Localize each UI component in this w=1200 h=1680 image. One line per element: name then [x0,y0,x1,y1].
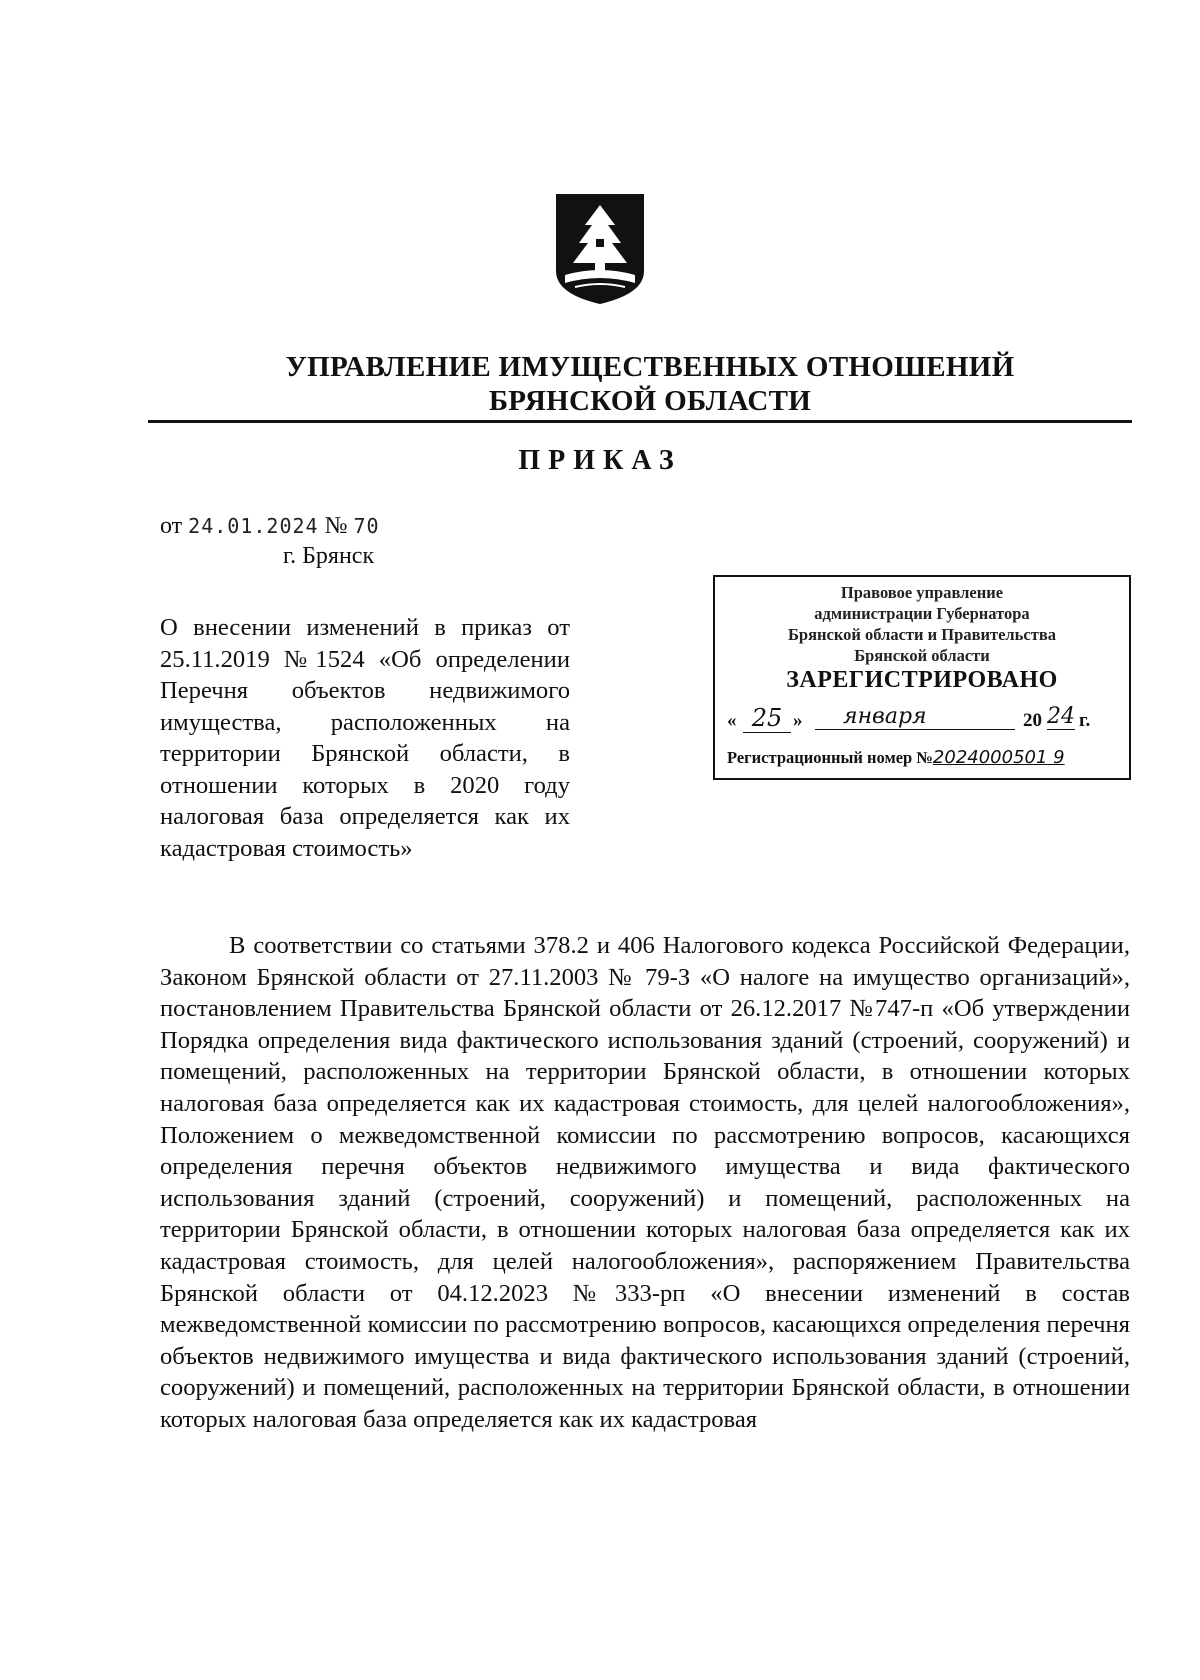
number-prefix: № [324,513,348,539]
order-date-line [160,513,380,540]
org-title-line2: БРЯНСКОЙ ОБЛАСТИ [488,385,812,417]
order-date: 24.01.2024 [188,514,319,538]
stamp-registered: ЗАРЕГИСТРИРОВАНО [786,667,1058,693]
stamp-day: 25 [743,704,791,733]
document-type: ПРИКАЗ [518,445,682,476]
registration-stamp [713,575,1131,780]
header-divider [148,420,1132,423]
order-number: 70 [353,514,380,538]
stamp-date [727,706,1123,734]
stamp-year-suffix: 24 [1047,704,1075,729]
order-city: г. Брянск [283,543,375,569]
stamp-year-unit: г. [1079,710,1091,731]
stamp-month: января [815,704,1015,730]
order-body-text: В соответствии со статьями 378.2 и 406 Налогового кодекса Российской Федерации, Законом Брянской области от 27.11.2003 № 79-З «О налоге на имущество организаций», постановлением Правительства Брянской области от 26.12.2017 №747-п «Об утверждении Порядка определения вида фактического использования зданий (строений, сооружений) и помещений, расположенных на территории Брянской области, в отношении которых налоговая база определяется как их кадастровая стоимость, для целей налогообложения», Положением о межведомственной комиссии по рассмотрению вопросов, касающихся определения перечня объектов недвижимого имущества и вида фактического использования зданий (строений, сооружений) и помещений, расположенных на территории Брянской области, в отношении которых налоговая база определяется как их кадастровая стоимость, для целей налогообложения», распоряжением Правительства Брянской области от 04.12.2023 №333-рп «О внесении изменений в состав межведомственной комиссии по рассмотрению вопросов, касающихся определения перечня объектов недвижимого имущества и вида фактического использования зданий (строений, сооружений) и помещений, расположенных на территории Брянской области, в отношении которых налоговая база определяется как их кадастровая [160,932,1130,1433]
org-title-line1: УПРАВЛЕНИЕ ИМУЩЕСТВЕННЫХ ОТНОШЕНИЙ [285,351,1015,383]
stamp-line2: администрации Губернатора [814,604,1030,623]
date-prefix: от [160,513,183,539]
stamp-year-prefix: 20 [1023,710,1042,731]
stamp-quote-open: « [727,710,737,731]
stamp-reg-label: Регистрационный номер № [727,748,933,767]
stamp-reg-number-line [727,747,1127,768]
stamp-line3: Брянской области и Правительства [788,625,1056,644]
stamp-line1: Правовое управление [840,583,1004,602]
stamp-reg-number: 2024000501 9 [932,747,1065,768]
stamp-line4: Брянской области [854,646,990,665]
stamp-quote-close: » [793,710,803,731]
order-subject: О внесении изменений в приказ от 25.11.2019 №1524 «Об определении Перечня объектов недвижимого имущества, расположенных на территории Брянской области, в отношении которых в 2020 году налоговая база определяется как их кадастровая стоимость» [160,614,570,862]
bryansk-coat-of-arms-icon [555,193,645,305]
